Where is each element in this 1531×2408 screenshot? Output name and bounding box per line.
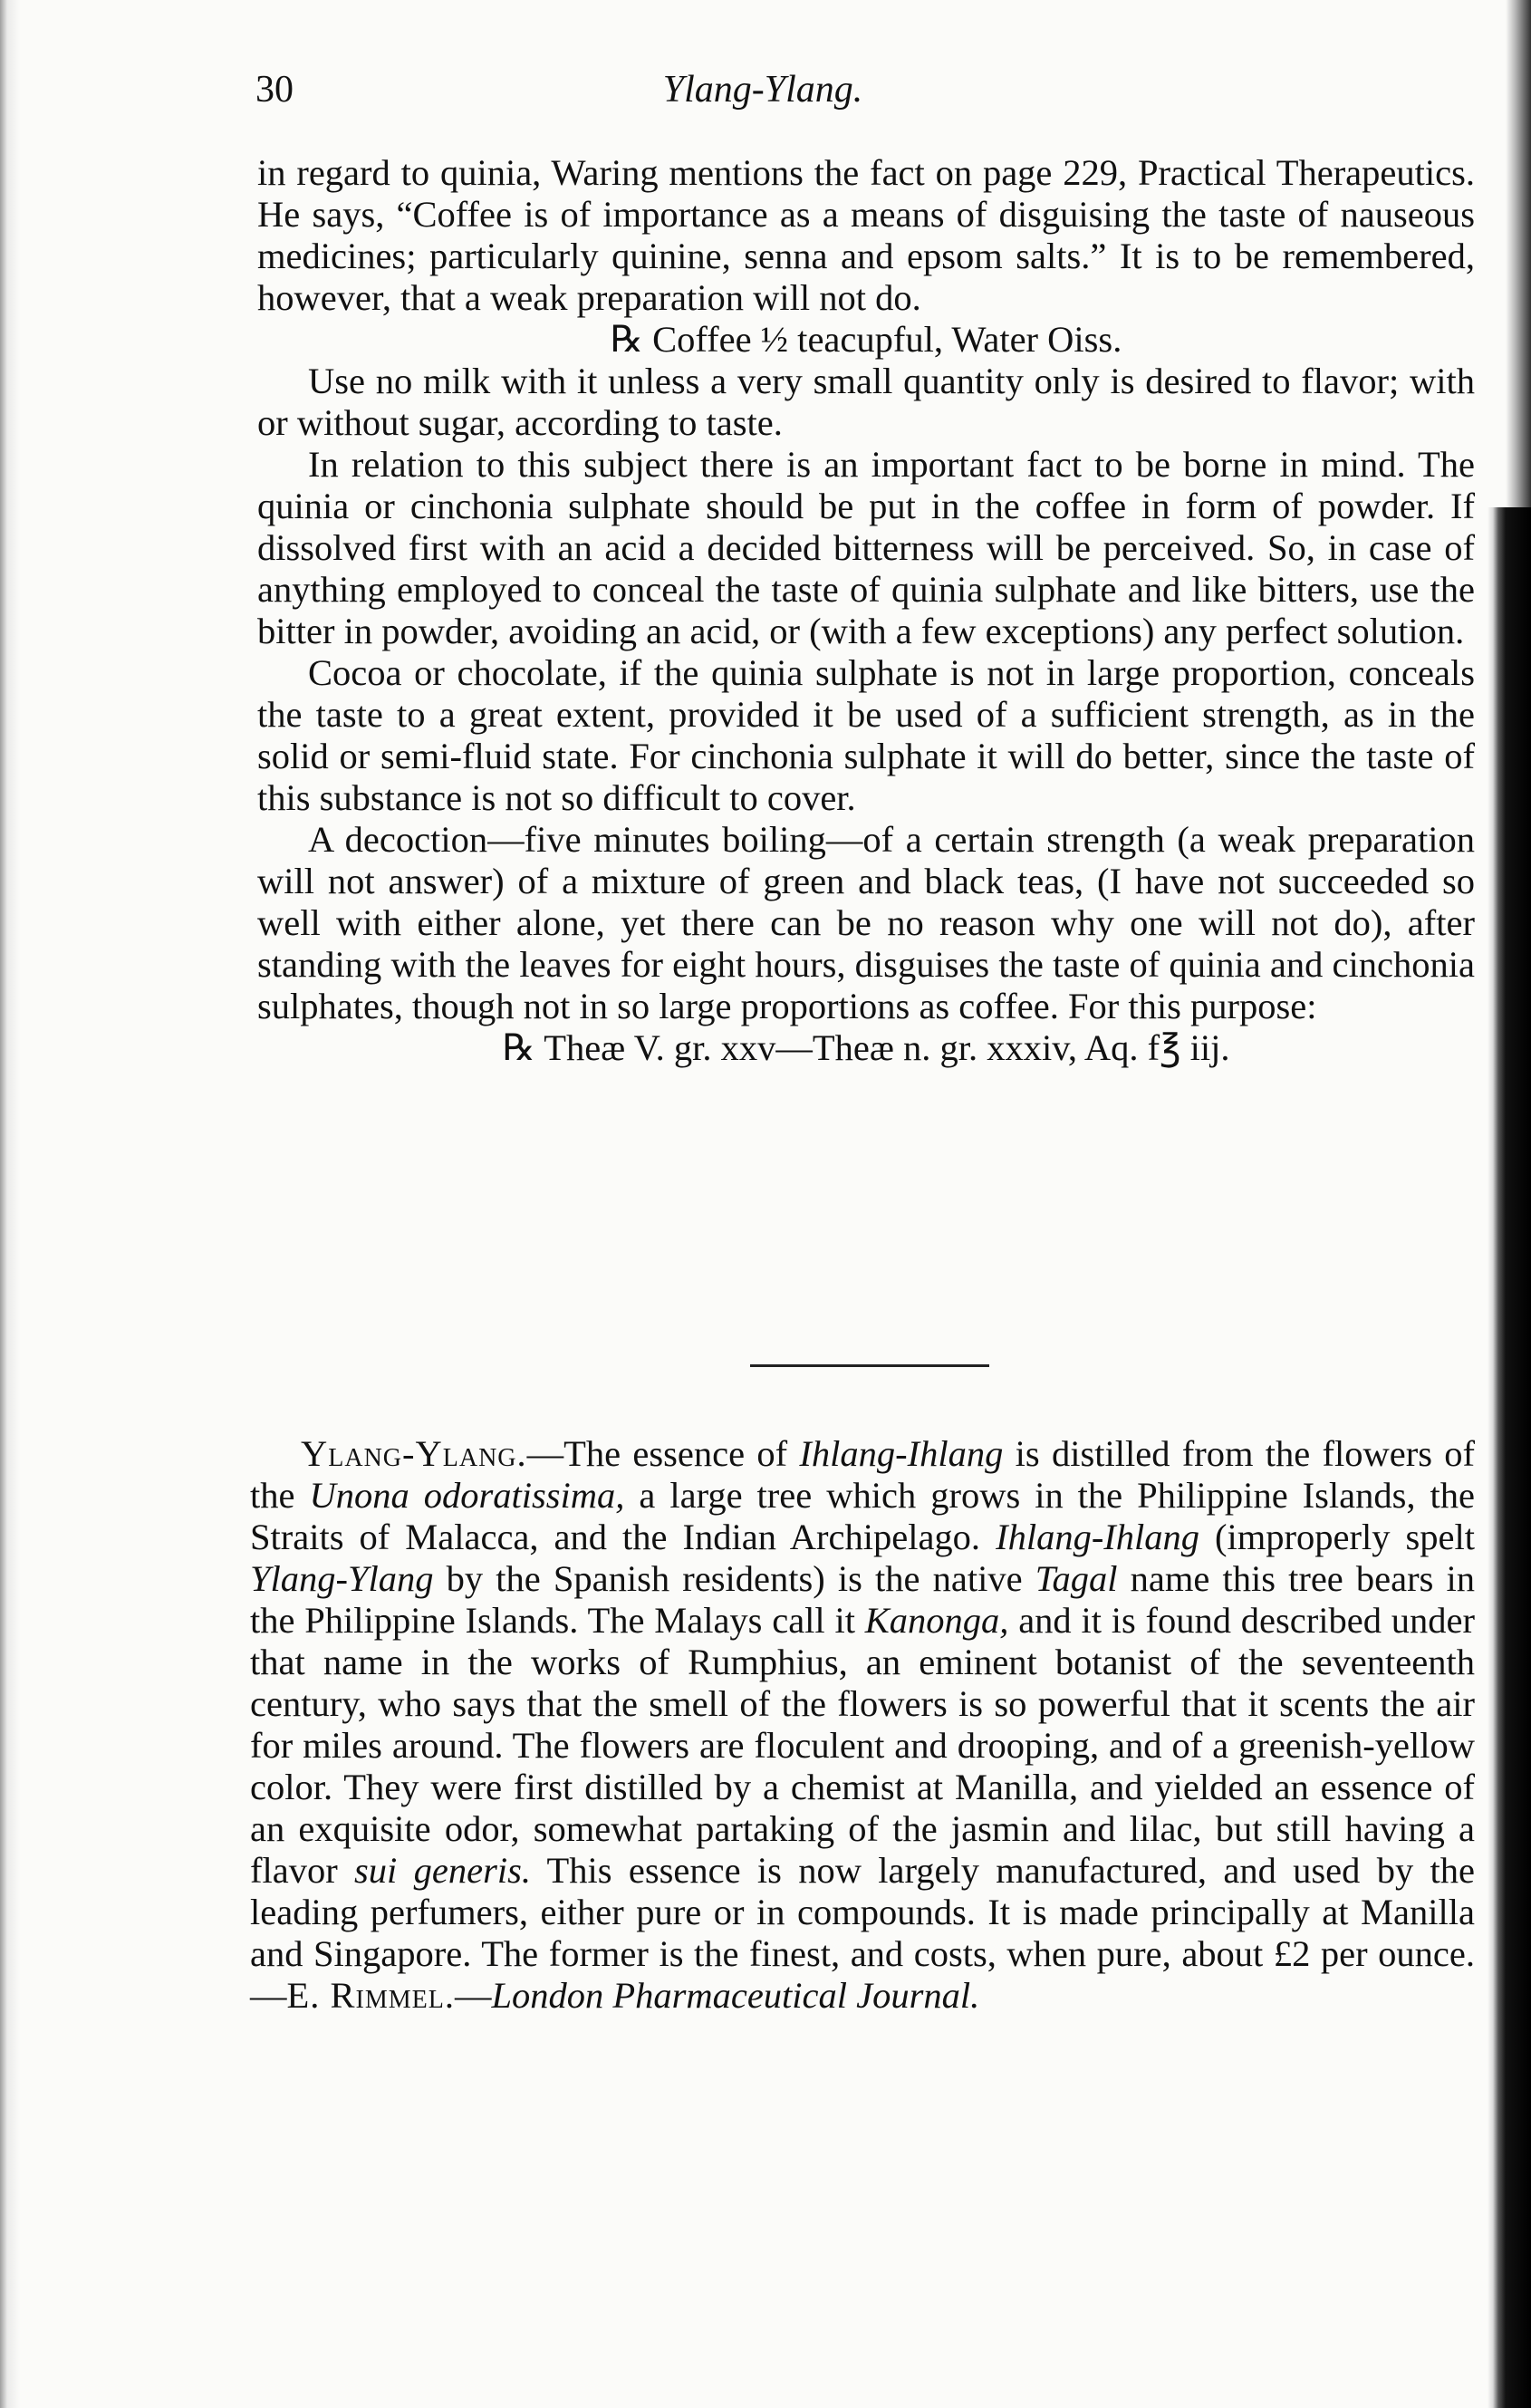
section-heading: Ylang-Ylang. [301,1433,527,1474]
prescription-tea: ℞ Theæ V. gr. xxv—Theæ n. gr. xxxiv, Aq. f℥ iij. [502,1027,1230,1068]
paragraph-cocoa: Cocoa or chocolate, if the quinia sulphate is not in large proportion, conceals the taste to a great extent, provided it be used of a sufficient strength, as in the solid or semi-fluid state. For cinchonia sulphate it will do better, since the taste of this substance is not so difficult to cover. [257,652,1475,818]
running-title: Ylang-Ylang. [662,69,863,111]
page-header [255,68,1053,122]
paragraph-coffee-quote: in regard to quinia, Waring mentions the fact on page 229, Practical Therapeutics. He says, “Coffee is of importance as a means of disguising the taste of nauseous medicines; particularly quinine, senna and epsom salts.” It is to be remembered, however, that a weak preparation will not do. [257,152,1475,318]
author-name: E. Rimmel. [286,1975,455,2016]
paragraph-ylang-ylang: Ylang-Ylang.—The essence of Ihlang-Ihlang is distilled from the flowers of the Unona odoratissima, a large tree which grows in the Philippine Islands, the Straits of Malacca, and the Indian Archipelago. Ihlang-Ihlang (improperly spelt Ylang-Ylang by the Spanish residents) is the native Tagal name this tree bears in the Philippine Islands. The Malays call it Kanonga, and it is found described under that name in the works of Rumphius, an eminent botanist of the seventeenth century, who says that the smell of the flowers is so powerful that it scents the air for miles around. The flowers are floculent and drooping, and of a greenish-yellow color. They were first distilled by a chemist at Manilla, and yielded an essence of an exquisite odor, somewhat partaking of the jasmin and lilac, but still having a flavor sui generis. This essence is now largely manufactured, and used by the leading perfumers, either pure or in compounds. It is made principally at Manilla and Singapore. The former is the finest, and costs, when pure, about £2 per ounce.—E. Rimmel.—London Pharmaceutical Journal. [250,1433,1476,2016]
section-divider [750,1364,989,1367]
page-number: 30 [255,69,294,111]
source-journal: London Pharmaceutical Journal. [491,1975,980,2016]
paragraph-tea-decoction: A decoction—five minutes boiling—of a certain strength (a weak preparation will not answer) of a mixture of green and black teas, (I have not succeeded so well with either alone, yet there can be no reason why one will not do), after standing with the leaves for eight hours, disguises the taste of quinia and cinchonia sulphates, though not in so large proportions as coffee. For this purpose: [257,819,1475,1026]
prescription-coffee: ℞ Coffee ½ teacupful, Water Oiss. [610,319,1122,360]
page-right-edge-shadow [1488,0,1531,2408]
page-left-binding-shadow [0,0,20,2408]
paragraph-milk: Use no milk with it unless a very small quantity only is desired to flavor; with or without sugar, according to taste. [257,361,1475,443]
paragraph-powder: In relation to this subject there is an important fact to be borne in mind. The quinia or cinchonia sulphate should be put in the coffee in form of powder. If dissolved first with an acid a decided bitterness will be perceived. So, in case of anything employed to conceal the taste of quinia sulphate and like bitters, use the bitter in powder, avoiding an acid, or (with a few exceptions) any perfect solution. [257,444,1475,651]
ylang-ylang-article [250,1433,1475,2017]
article-continuation [257,152,1475,1069]
